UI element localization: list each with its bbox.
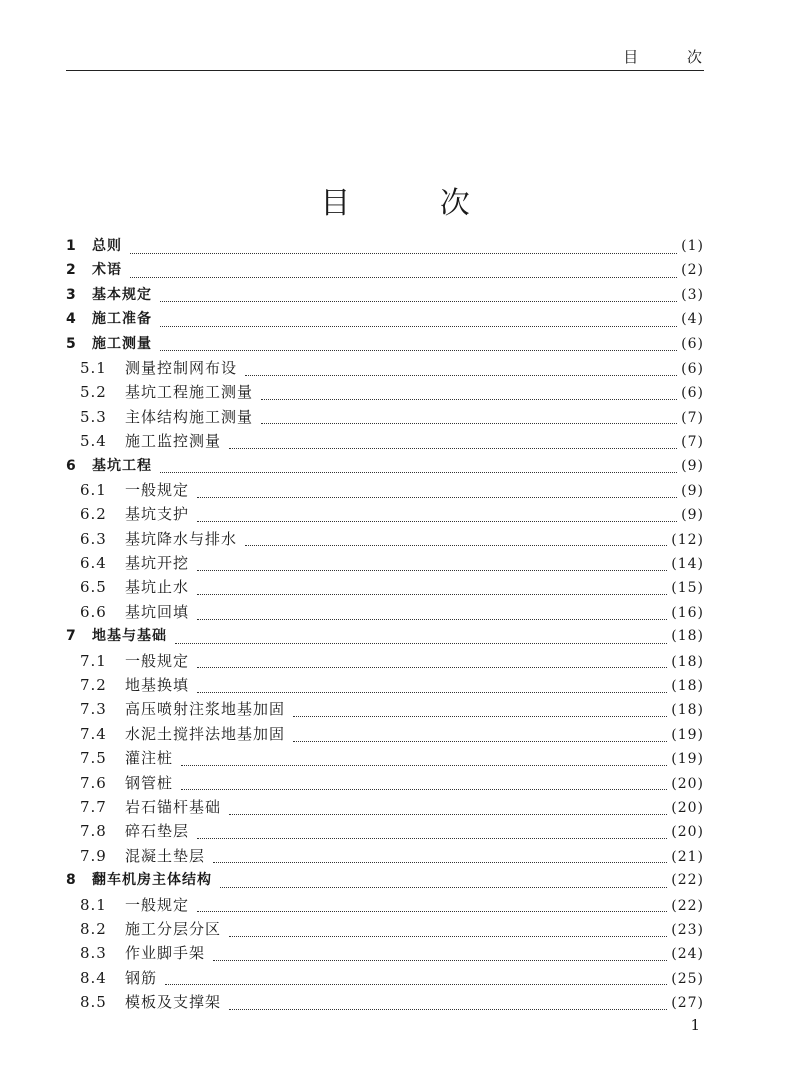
toc-entry-page: (20) [671, 799, 704, 816]
toc-leader-dots [160, 460, 677, 473]
toc-entry-page: (20) [671, 824, 704, 841]
toc-entry-number: 7.1 [80, 651, 107, 670]
page-title: 目 次 [320, 186, 510, 221]
toc-entry-title: 基坑降水与排水 [125, 529, 238, 548]
toc-entry-title: 地基与基础 [92, 628, 167, 645]
toc-entry-number: 5.2 [80, 383, 107, 402]
toc-entry-number: 7.9 [80, 846, 107, 865]
toc-entry-number: 5 [66, 335, 76, 352]
toc-leader-dots [197, 509, 677, 522]
toc-entry-title: 总则 [92, 238, 122, 254]
toc-entry-title: 施工监控测量 [125, 432, 222, 451]
toc-section-entry[interactable] [66, 380, 704, 404]
toc-entry-page: (19) [671, 726, 704, 743]
toc-section-entry[interactable] [66, 966, 704, 990]
toc-leader-dots [229, 436, 677, 449]
toc-entry-title: 基坑工程 [92, 457, 152, 474]
toc-entry-number: 5.3 [80, 407, 107, 426]
toc-entry-number: 7.3 [80, 700, 107, 719]
toc-entry-page: (18) [671, 678, 704, 695]
toc-entry-number: 6.2 [80, 505, 107, 524]
toc-entry-number: 5.1 [80, 358, 107, 377]
toc-leader-dots [130, 241, 677, 254]
toc-entry-number: 6.1 [80, 480, 107, 499]
toc-leader-dots [245, 533, 667, 546]
toc-leader-dots [197, 582, 667, 595]
toc-leader-dots [130, 265, 677, 278]
toc-leader-dots [197, 655, 667, 668]
toc-entry-page: (14) [671, 556, 704, 573]
toc-leader-dots [197, 899, 667, 912]
toc-entry-title: 高压喷射注浆地基加固 [125, 700, 286, 719]
toc-leader-dots [197, 826, 667, 839]
toc-entry-title: 基坑开挖 [125, 554, 190, 573]
toc-entry-page: (24) [671, 946, 704, 963]
toc-entry-title: 模板及支撑架 [125, 993, 222, 1012]
toc-leader-dots [160, 314, 677, 327]
toc-entry-page: (4) [681, 311, 704, 328]
toc-chapter-entry[interactable] [66, 258, 704, 282]
toc-leader-dots [220, 875, 667, 888]
toc-section-entry[interactable] [66, 356, 704, 380]
toc-entry-number: 7.6 [80, 773, 107, 792]
toc-entry-title: 施工分层分区 [125, 919, 222, 938]
toc-section-entry[interactable] [66, 551, 704, 575]
toc-section-entry[interactable] [66, 844, 704, 868]
toc-entry-title: 作业脚手架 [125, 944, 206, 963]
toc-entry-title: 钢筋 [125, 968, 158, 987]
toc-entry-page: (9) [681, 507, 704, 524]
toc-leader-dots [245, 363, 677, 376]
toc-entry-title: 碎石垫层 [125, 822, 190, 841]
toc-section-entry[interactable] [66, 575, 704, 599]
toc-entry-title: 基坑回填 [125, 602, 190, 621]
toc-entry-number: 7.2 [80, 676, 107, 695]
toc-entry-title: 一般规定 [125, 480, 190, 499]
toc-entry-page: (21) [671, 848, 704, 865]
toc-entry-page: (9) [681, 457, 704, 474]
toc-leader-dots [213, 850, 667, 863]
toc-chapter-entry[interactable] [66, 868, 704, 892]
toc-leader-dots [293, 729, 667, 742]
toc-section-entry[interactable] [66, 941, 704, 965]
toc-leader-dots [293, 704, 667, 717]
toc-entry-page: (6) [681, 360, 704, 377]
toc-entry-page: (7) [681, 409, 704, 426]
toc-entry-page: (18) [671, 628, 704, 645]
toc-entry-page: (1) [681, 238, 704, 254]
toc-entry-title: 施工准备 [92, 311, 152, 328]
toc-entry-title: 术语 [92, 262, 122, 279]
toc-entry-title: 钢管桩 [125, 773, 174, 792]
toc-entry-title: 施工测量 [92, 335, 152, 352]
toc-chapter-entry[interactable] [66, 234, 704, 258]
toc-entry-title: 基坑止水 [125, 578, 190, 597]
running-header-text: 目 次 [623, 48, 724, 66]
toc-chapter-entry[interactable] [66, 624, 704, 648]
toc-section-entry[interactable] [66, 917, 704, 941]
toc-entry-title: 基坑支护 [125, 505, 190, 524]
toc-entry-page: (18) [671, 653, 704, 670]
table-of-contents [66, 234, 704, 1015]
toc-entry-title: 主体结构施工测量 [125, 407, 254, 426]
toc-entry-page: (25) [671, 970, 704, 987]
toc-section-entry[interactable] [66, 429, 704, 453]
toc-leader-dots [213, 948, 667, 961]
toc-section-entry[interactable] [66, 697, 704, 721]
toc-entry-number: 1 [66, 238, 76, 254]
toc-entry-number: 8.4 [80, 968, 107, 987]
toc-chapter-entry[interactable] [66, 454, 704, 478]
toc-entry-page: (7) [681, 434, 704, 451]
toc-entry-number: 6.6 [80, 602, 107, 621]
toc-section-entry[interactable] [66, 795, 704, 819]
toc-leader-dots [197, 607, 667, 620]
toc-entry-number: 5.4 [80, 432, 107, 451]
toc-entry-number: 7.8 [80, 822, 107, 841]
toc-entry-page: (22) [671, 872, 704, 889]
toc-section-entry[interactable] [66, 673, 704, 697]
toc-entry-number: 4 [66, 311, 76, 328]
toc-leader-dots [181, 753, 667, 766]
toc-entry-page: (27) [671, 995, 704, 1012]
toc-section-entry[interactable] [66, 502, 704, 526]
toc-entry-number: 6.3 [80, 529, 107, 548]
toc-leader-dots [197, 680, 667, 693]
toc-leader-dots [160, 338, 677, 351]
toc-entry-page: (6) [681, 335, 704, 352]
toc-entry-number: 2 [66, 262, 76, 279]
toc-section-entry[interactable] [66, 722, 704, 746]
toc-entry-page: (2) [681, 262, 704, 279]
toc-entry-number: 6 [66, 457, 76, 474]
toc-entry-title: 灌注桩 [125, 749, 174, 768]
toc-entry-title: 水泥土搅拌法地基加固 [125, 724, 286, 743]
toc-chapter-entry[interactable] [66, 283, 704, 307]
toc-section-entry[interactable] [66, 600, 704, 624]
toc-entry-title: 一般规定 [125, 895, 190, 914]
toc-entry-number: 8.3 [80, 944, 107, 963]
toc-leader-dots [261, 387, 677, 400]
toc-entry-page: (9) [681, 482, 704, 499]
toc-section-entry[interactable] [66, 746, 704, 770]
toc-entry-page: (19) [671, 751, 704, 768]
toc-entry-number: 7.5 [80, 749, 107, 768]
toc-leader-dots [181, 777, 667, 790]
toc-entry-title: 基本规定 [92, 286, 152, 303]
toc-entry-number: 7 [66, 628, 76, 645]
toc-section-entry[interactable] [66, 527, 704, 551]
toc-entry-title: 地基换填 [125, 676, 190, 695]
toc-entry-title: 岩石锚杆基础 [125, 797, 222, 816]
toc-section-entry[interactable] [66, 771, 704, 795]
toc-entry-title: 一般规定 [125, 651, 190, 670]
toc-entry-page: (20) [671, 775, 704, 792]
toc-entry-number: 7.7 [80, 797, 107, 816]
toc-entry-page: (3) [681, 286, 704, 303]
toc-entry-number: 7.4 [80, 724, 107, 743]
toc-section-entry[interactable] [66, 478, 704, 502]
toc-chapter-entry[interactable] [66, 332, 704, 356]
toc-entry-page: (12) [671, 531, 704, 548]
toc-chapter-entry[interactable] [66, 307, 704, 331]
toc-leader-dots [229, 997, 667, 1010]
toc-leader-dots [229, 802, 667, 815]
toc-leader-dots [197, 485, 677, 498]
toc-leader-dots [160, 289, 677, 302]
toc-entry-page: (6) [681, 385, 704, 402]
toc-entry-number: 6.4 [80, 554, 107, 573]
toc-leader-dots [261, 411, 677, 424]
toc-entry-page: (22) [671, 897, 704, 914]
toc-entry-number: 6.5 [80, 578, 107, 597]
page-number: 1 [690, 1016, 700, 1034]
toc-entry-number: 8.2 [80, 919, 107, 938]
toc-entry-page: (16) [671, 604, 704, 621]
toc-section-entry[interactable] [66, 405, 704, 429]
toc-section-entry[interactable] [66, 819, 704, 843]
toc-section-entry[interactable] [66, 649, 704, 673]
toc-leader-dots [229, 924, 667, 937]
toc-section-entry[interactable] [66, 893, 704, 917]
toc-entry-number: 8 [66, 872, 76, 889]
toc-entry-page: (15) [671, 580, 704, 597]
toc-entry-title: 翻车机房主体结构 [92, 872, 212, 889]
toc-entry-number: 3 [66, 286, 76, 303]
toc-leader-dots [175, 631, 667, 644]
toc-leader-dots [197, 558, 667, 571]
toc-entry-title: 测量控制网布设 [125, 358, 238, 377]
toc-entry-title: 基坑工程施工测量 [125, 383, 254, 402]
toc-entry-number: 8.1 [80, 895, 107, 914]
toc-entry-title: 混凝土垫层 [125, 846, 206, 865]
running-header [66, 44, 724, 71]
toc-entry-number: 8.5 [80, 993, 107, 1012]
toc-entry-page: (18) [671, 702, 704, 719]
toc-section-entry[interactable] [66, 990, 704, 1014]
toc-leader-dots [165, 972, 667, 985]
toc-entry-page: (23) [671, 921, 704, 938]
